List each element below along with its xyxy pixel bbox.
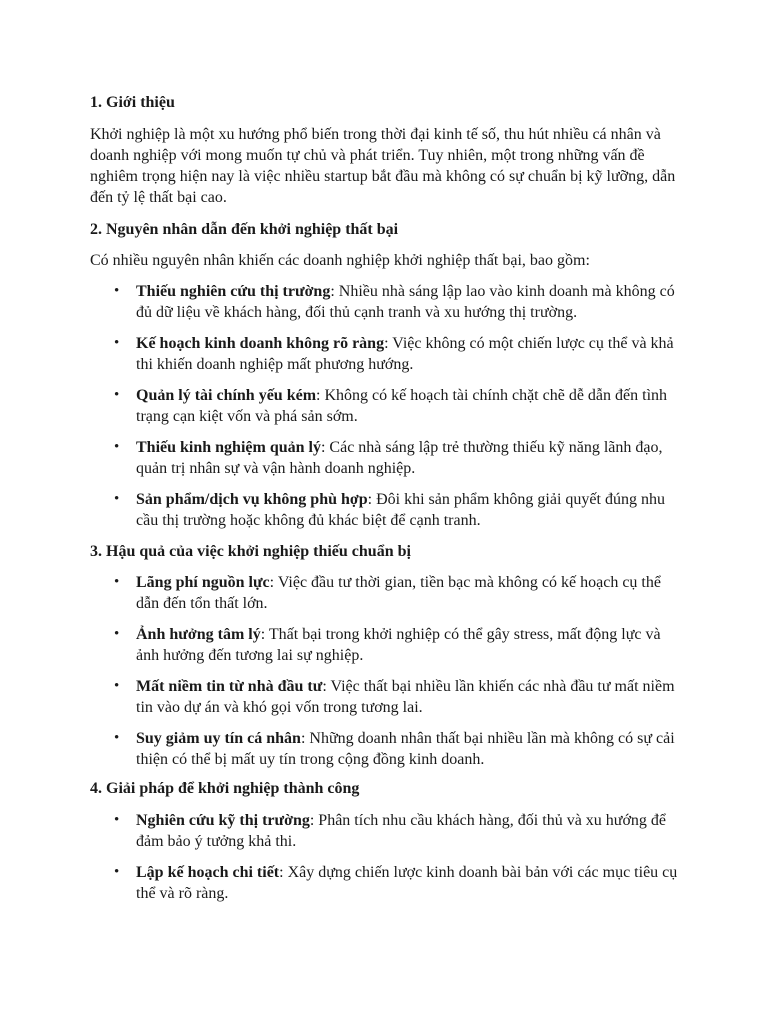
list-item-text: : Các nhà sáng lập trẻ thường thiếu kỹ năng lãnh đạo, quản trị nhân sự và vận hành doanh nghiệp.: [136, 439, 663, 477]
list-item-text: : Việc không có một chiến lược cụ thể và khả thi khiến doanh nghiệp mất phương hướng.: [136, 335, 674, 373]
list-item-text: : Không có kế hoạch tài chính chặt chẽ dễ dẫn đến tình trạng cạn kiệt vốn và phá sản sớm.: [136, 387, 668, 425]
list-item-text: : Xây dựng chiến lược kinh doanh bài bản với các mục tiêu cụ thể và rõ ràng.: [136, 864, 678, 902]
section-1-title: 1. Giới thiệu: [90, 94, 175, 111]
list-item-text: : Thất bại trong khởi nghiệp có thể gây stress, mất động lực và ảnh hưởng đến tương lai sự nghiệp.: [136, 626, 661, 664]
list-item-term: Sản phẩm/dịch vụ không phù hợp: [136, 491, 368, 508]
section-2-title: 2. Nguyên nhân dẫn đến khởi nghiệp thất bại: [90, 221, 399, 238]
list-item: [114, 676, 684, 718]
section-2-list: [90, 281, 684, 531]
list-item-term: Suy giảm uy tín cá nhân: [136, 730, 301, 747]
list-item-term: Ảnh hưởng tâm lý: [136, 626, 261, 643]
bullet-icon: •: [114, 335, 120, 351]
bullet-icon: •: [114, 387, 120, 403]
list-item: [114, 572, 684, 614]
list-item-term: Lãng phí nguồn lực: [136, 574, 270, 591]
list-item-term: Thiếu nghiên cứu thị trường: [136, 283, 331, 300]
list-item: [114, 810, 684, 852]
bullet-icon: •: [114, 678, 120, 694]
section-4-list: [90, 810, 684, 904]
bullet-icon: •: [114, 574, 120, 590]
list-item-term: Lập kế hoạch chi tiết: [136, 864, 280, 881]
list-item-text: : Nhiều nhà sáng lập lao vào kinh doanh mà không có đủ dữ liệu về khách hàng, đối thủ cạnh tranh và xu hướng thị trường.: [136, 283, 675, 321]
list-item: [114, 281, 684, 323]
section-3-list: [90, 572, 684, 770]
list-item: [114, 489, 684, 531]
list-item-text: : Phân tích nhu cầu khách hàng, đối thủ và xu hướng để đảm bảo ý tưởng khả thi.: [136, 812, 667, 850]
list-item: [114, 437, 684, 479]
list-item-text: : Việc thất bại nhiều lần khiến các nhà đầu tư mất niềm tin vào dự án và khó gọi vốn trong tương lai.: [136, 678, 675, 716]
list-item: [114, 385, 684, 427]
bullet-icon: •: [114, 626, 120, 642]
bullet-icon: •: [114, 283, 120, 299]
section-1-body: Khởi nghiệp là một xu hướng phổ biến trong thời đại kinh tế số, thu hút nhiều cá nhân và doanh nghiệp với mong muốn tự chủ và phát triển. Tuy nhiên, một trong những vấn đề nghiêm trọng hiện nay là việc nhiều startup bắt đầu mà không có sự chuẩn bị kỹ lưỡng, dẫn đến tỷ lệ thất bại cao.: [90, 126, 676, 206]
bullet-icon: •: [114, 864, 120, 880]
section-3-title: 3. Hậu quả của việc khởi nghiệp thiếu chuẩn bị: [90, 543, 411, 560]
list-item-text: : Việc đầu tư thời gian, tiền bạc mà không có kế hoạch cụ thể dẫn đến tổn thất lớn.: [136, 574, 661, 612]
section-4-title: 4. Giải pháp để khởi nghiệp thành công: [90, 780, 360, 797]
bullet-icon: •: [114, 439, 120, 455]
list-item-term: Kế hoạch kinh doanh không rõ ràng: [136, 335, 385, 352]
bullet-icon: •: [114, 812, 120, 828]
list-item-term: Quản lý tài chính yếu kém: [136, 387, 317, 404]
list-item-text: : Những doanh nhân thất bại nhiều lần mà không có sự cải thiện có thể bị mất uy tín trong cộng đồng kinh doanh.: [136, 730, 675, 768]
list-item-text: : Đôi khi sản phẩm không giải quyết đúng nhu cầu thị trường hoặc không đủ khác biệt để cạnh tranh.: [136, 491, 665, 529]
section-2-intro: Có nhiều nguyên nhân khiến các doanh nghiệp khởi nghiệp thất bại, bao gồm:: [90, 252, 590, 269]
list-item: [114, 624, 684, 666]
list-item: [114, 728, 684, 770]
list-item: [114, 862, 684, 904]
list-item-term: Nghiên cứu kỹ thị trường: [136, 812, 310, 829]
bullet-icon: •: [114, 491, 120, 507]
bullet-icon: •: [114, 730, 120, 746]
list-item-term: Mất niềm tin từ nhà đầu tư: [136, 678, 323, 695]
list-item-term: Thiếu kinh nghiệm quản lý: [136, 439, 321, 456]
list-item: [114, 333, 684, 375]
